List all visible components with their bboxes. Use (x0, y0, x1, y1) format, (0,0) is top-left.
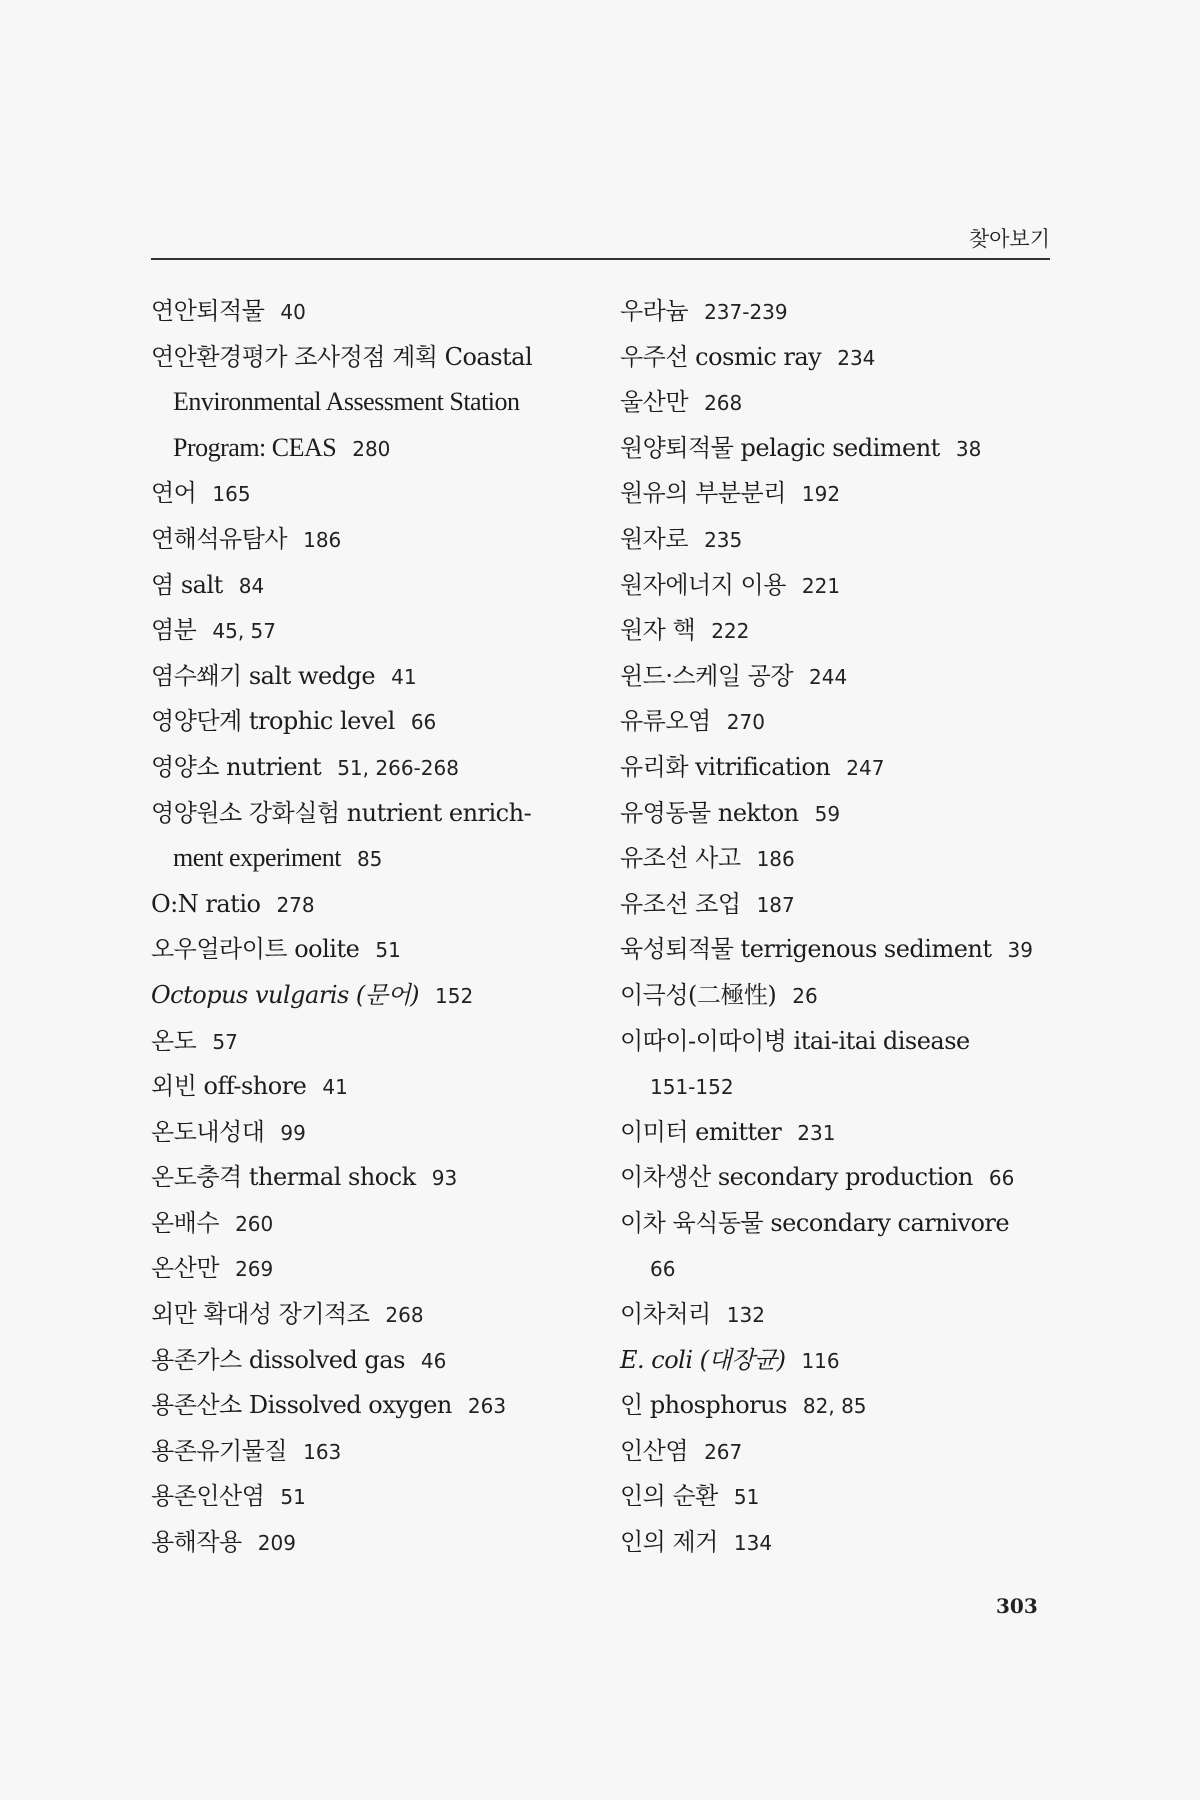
index-page-ref: 278 (276, 892, 315, 917)
index-page-ref: 280 (352, 436, 391, 461)
index-term: 영양단계 trophic level (151, 707, 395, 736)
index-page-ref: 270 (726, 710, 765, 735)
index-page-ref: 45, 57 (212, 619, 276, 644)
index-page-ref: 222 (711, 619, 750, 644)
index-entry (620, 926, 1060, 972)
index-entry (620, 1154, 1060, 1200)
index-term: Environmental Assessment Station (173, 387, 520, 417)
index-entry (620, 881, 1060, 927)
index-term: 이차처리 (620, 1300, 711, 1329)
index-term: E. coli (대장균) (620, 1345, 786, 1374)
index-term: 원양퇴적물 pelagic sediment (620, 433, 940, 462)
index-term: 염분 (151, 616, 197, 645)
index-entry (151, 1473, 601, 1519)
index-entry (620, 288, 1060, 334)
index-term: 울산만 (620, 388, 689, 417)
index-term: 용존유기물질 (151, 1436, 288, 1465)
index-entry (151, 425, 601, 471)
index-page-ref: 152 (435, 983, 474, 1008)
index-page-ref: 267 (704, 1439, 743, 1464)
index-term: 이차생산 secondary production (620, 1163, 973, 1192)
index-entry (620, 1018, 1060, 1064)
index-page-ref: 41 (322, 1075, 348, 1100)
index-entry (151, 1337, 601, 1383)
index-entry (151, 1519, 601, 1565)
index-term: 연해석유탐사 (151, 524, 288, 553)
index-page-ref: 268 (704, 391, 743, 416)
index-term: 원유의 부분분리 (620, 479, 786, 508)
index-entry (620, 1382, 1060, 1428)
index-page-ref: 38 (955, 436, 982, 461)
index-entry (151, 516, 601, 562)
index-entry (151, 1109, 601, 1155)
index-entry (151, 470, 601, 516)
index-term: 인 phosphorus (620, 1391, 787, 1420)
index-term: 이극성(二極性) (620, 980, 777, 1009)
index-entry (620, 1109, 1060, 1155)
page-number: 303 (996, 1594, 1038, 1618)
index-entry (620, 562, 1060, 608)
index-page-ref: 134 (733, 1531, 773, 1556)
index-term: 원자 핵 (620, 616, 696, 645)
index-term: 영양소 nutrient (151, 752, 322, 781)
index-entry (620, 1245, 1060, 1291)
index-term: 인산염 (620, 1436, 689, 1465)
index-term: Program: CEAS (173, 432, 337, 462)
index-page-ref: 165 (212, 482, 251, 507)
header-rule (151, 258, 1050, 260)
index-entry (620, 972, 1060, 1018)
index-entry (151, 1291, 601, 1337)
index-entry (151, 1200, 601, 1246)
index-entry (620, 744, 1060, 790)
index-entry (151, 607, 601, 653)
index-entry (151, 1382, 601, 1428)
index-page-ref: 57 (212, 1029, 238, 1054)
index-entry (620, 1291, 1060, 1337)
index-term: 유류오염 (620, 707, 711, 736)
index-entry (620, 470, 1060, 516)
header-title: 찾아보기 (968, 227, 1050, 251)
index-page-ref: 235 (704, 527, 743, 552)
index-entry (620, 790, 1060, 836)
index-term: 온도 (151, 1026, 197, 1055)
index-page-ref: 209 (257, 1531, 296, 1556)
index-entry (151, 972, 601, 1018)
index-term: 육성퇴적물 terrigenous sediment (620, 935, 992, 964)
index-page-ref: 59 (814, 801, 841, 826)
index-page-ref: 51 (733, 1485, 760, 1510)
index-page-ref: 192 (801, 482, 841, 507)
index-term: 용해작용 (151, 1528, 242, 1557)
index-term: 유리화 vitrification (620, 752, 831, 781)
index-page-ref: 26 (792, 983, 818, 1008)
index-page-ref: 51 (280, 1485, 306, 1510)
index-entry (151, 653, 601, 699)
index-term: 우주선 cosmic ray (620, 342, 822, 371)
index-entry (151, 835, 601, 881)
index-entry (620, 1473, 1060, 1519)
index-page-ref: 41 (391, 664, 417, 689)
index-term: 우라늄 (620, 297, 689, 325)
index-term: 염 salt (151, 570, 223, 599)
index-page-ref: 231 (797, 1120, 836, 1145)
index-term: 영양원소 강화실험 nutrient enrich- (151, 798, 532, 827)
index-term: ment experiment (173, 843, 341, 873)
index-term: 윈드·스케일 공장 (620, 661, 794, 690)
index-entry (151, 881, 601, 927)
index-entry (151, 1245, 601, 1291)
index-term: 인의 제거 (620, 1528, 718, 1557)
index-page-ref: 163 (303, 1439, 342, 1464)
index-entry (620, 425, 1060, 471)
index-page-ref: 244 (809, 664, 848, 689)
index-entry (151, 698, 601, 744)
index-entry (151, 1154, 601, 1200)
index-entry (620, 1519, 1060, 1565)
index-term: 유영동물 nekton (620, 798, 799, 827)
index-term: 유조선 조업 (620, 889, 741, 918)
index-entry (151, 926, 601, 972)
index-page-ref: 51 (375, 938, 401, 963)
index-entry (151, 790, 601, 836)
index-entry (151, 1018, 601, 1064)
index-term: 연안환경평가 조사정점 계획 Coastal (151, 342, 533, 371)
index-term: 외빈 off-shore (151, 1072, 307, 1101)
index-term: O:N ratio (151, 889, 261, 918)
index-page-ref: 186 (303, 527, 342, 552)
index-page-ref: 269 (235, 1257, 274, 1282)
index-page-ref: 46 (420, 1348, 447, 1373)
index-page-ref: 40 (280, 300, 306, 324)
index-term: 용존인산염 (151, 1482, 265, 1511)
index-entry (620, 698, 1060, 744)
index-term: 온산만 (151, 1254, 220, 1283)
index-entry (620, 1063, 1060, 1109)
index-page-ref: 263 (467, 1394, 507, 1419)
index-term: 연어 (151, 479, 197, 508)
index-page-ref: 268 (385, 1303, 424, 1328)
index-page-ref: 221 (801, 573, 841, 598)
index-entry (620, 653, 1060, 699)
index-page-ref: 247 (846, 755, 885, 780)
index-page-ref: 66 (650, 1257, 676, 1282)
index-entry (620, 516, 1060, 562)
index-term: 인의 순환 (620, 1482, 718, 1511)
index-entry (151, 1428, 601, 1474)
index-page-ref: 116 (801, 1348, 840, 1373)
index-term: 용존가스 dissolved gas (151, 1345, 405, 1374)
index-page-ref: 260 (235, 1211, 274, 1236)
index-entry (151, 288, 601, 334)
index-term: 이미터 emitter (620, 1117, 782, 1146)
index-entry (620, 334, 1060, 380)
index-page-ref: 85 (356, 847, 383, 872)
index-page-ref: 99 (280, 1120, 306, 1145)
index-entry (151, 1063, 601, 1109)
index-page-ref: 187 (756, 892, 795, 917)
index-page-ref: 237-239 (704, 300, 788, 324)
index-term: Octopus vulgaris (문어) (151, 980, 420, 1009)
index-entry (620, 1428, 1060, 1474)
index-entry (620, 379, 1060, 425)
index-entry (151, 562, 601, 608)
index-page-ref: 39 (1007, 938, 1033, 963)
index-column-right (620, 288, 1060, 1565)
index-term: 온배수 (151, 1208, 220, 1237)
index-term: 유조선 사고 (620, 844, 741, 873)
index-term: 온도충격 thermal shock (151, 1163, 416, 1192)
index-page-ref: 93 (431, 1166, 458, 1191)
index-page-ref: 151-152 (650, 1075, 734, 1100)
index-entry (620, 1200, 1060, 1246)
index-term: 원자로 (620, 524, 689, 553)
index-page-ref: 66 (988, 1166, 1015, 1191)
index-entry (620, 607, 1060, 653)
index-page-ref: 84 (238, 573, 265, 598)
index-entry (151, 334, 601, 380)
index-term: 온도내성대 (151, 1117, 265, 1146)
index-page-ref: 66 (410, 710, 437, 735)
index-entry (151, 379, 601, 425)
index-term: 이따이-이따이병 itai-itai disease (620, 1026, 970, 1055)
index-page-ref: 51, 266-268 (337, 755, 459, 780)
index-page-ref: 234 (837, 345, 876, 370)
index-page-ref: 186 (756, 847, 795, 872)
index-term: 원자에너지 이용 (620, 570, 786, 599)
index-page-ref: 82, 85 (802, 1394, 867, 1419)
index-column-left (151, 288, 601, 1565)
index-term: 오우얼라이트 oolite (151, 935, 360, 964)
index-term: 외만 확대성 장기적조 (151, 1300, 370, 1329)
index-entry (620, 1337, 1060, 1383)
index-term: 염수쐐기 salt wedge (151, 661, 376, 690)
index-entry (620, 835, 1060, 881)
index-page-ref: 132 (726, 1303, 765, 1328)
running-header (151, 223, 1050, 261)
index-term: 용존산소 Dissolved oxygen (151, 1391, 452, 1420)
index-term: 연안퇴적물 (151, 297, 265, 325)
index-entry (151, 744, 601, 790)
index-term: 이차 육식동물 secondary carnivore (620, 1208, 1010, 1237)
